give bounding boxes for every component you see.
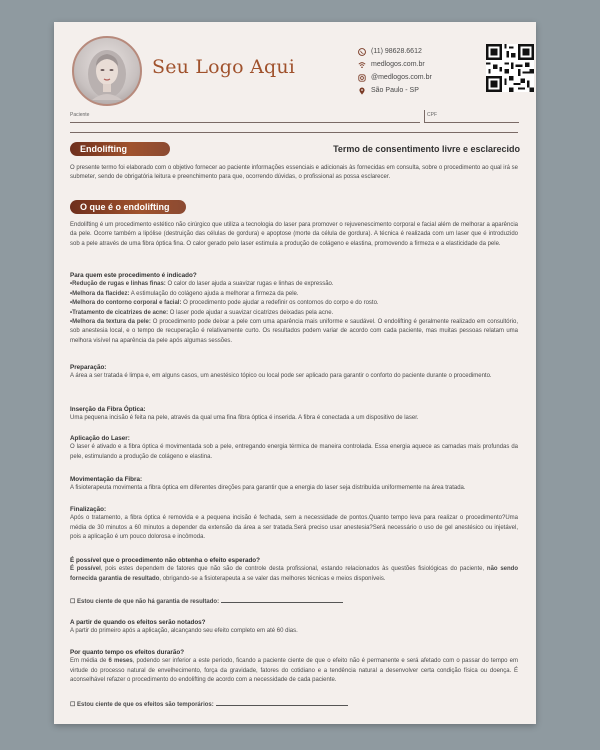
duration-title: Por quanto tempo os efeitos durarão? [70, 649, 185, 656]
final-title: Finalização: [70, 506, 107, 513]
insert-section [70, 405, 518, 424]
final-text: Após o tratamento, a fibra óptica é removida e a pequena incisão é fechada, sem a necessidade de pontos.Quanto tempo leva para realizar o procedimento?Uma média de 30 minutos a 60 minutos a depender da extensão da área a ser tratada.Será preciso usar anestesia?Será necessário o uso de gel anestésico ou injetável, pois a aplicação é um pouco dolorosa e incômoda. [70, 515, 518, 541]
indications-section [70, 271, 518, 346]
cpf-label: CPF [427, 112, 437, 118]
instagram-icon [358, 74, 366, 82]
possible-section: É possível que o procedimento não obtenha o efeito esperado? É possível, pois estes dependem de fatores que não são de controle desta profissional, estando relacionados às questões fisiológicas do paciente, não sendo fornecida garantia de resultado, obrigando-se a fisioterapeuta a se valer das melhores técnicas e meios disponíveis. [70, 557, 518, 582]
possible-title: É possível que o procedimento não obtenha o efeito esperado? [70, 557, 260, 564]
contact-phone-text: (11) 98628.6612 [371, 48, 422, 55]
woman-face-icon [74, 38, 140, 104]
when-section [70, 618, 518, 637]
prep-section [70, 363, 518, 382]
logo-text: Seu Logo Aqui [152, 56, 296, 78]
guarantee-checkbox-label[interactable]: ☐ Estou ciente de que não há garantia de resultado: [70, 599, 220, 605]
indications-title: Para quem este procedimento é indicado? [70, 272, 197, 279]
contact-location [358, 84, 432, 97]
qr-code-icon [486, 44, 534, 92]
guarantee-signature-line[interactable] [221, 597, 343, 603]
indication-item: •Tratamento de cicatrizes de acne: O laser pode ajudar a suavizar cicatrizes deixadas pela acne. [70, 309, 334, 316]
prep-title: Preparação: [70, 364, 107, 371]
temporary-signature-line[interactable] [216, 700, 348, 706]
when-title: A partir de quando os efeitos serão notados? [70, 619, 206, 626]
contact-instagram-text: @medlogos.com.br [371, 74, 432, 81]
patient-label: Paciente [70, 112, 90, 118]
header-divider [70, 132, 518, 133]
move-section [70, 475, 518, 494]
whatsapp-icon [358, 48, 366, 56]
guarantee-acknowledgement[interactable] [70, 597, 518, 607]
laser-title: Aplicação do Laser: [70, 435, 130, 442]
move-text: A fisioterapeuta movimenta a fibra óptica em diferentes direções para garantir que a energia do laser seja distribuída uniformemente na área tratada. [70, 485, 466, 492]
insert-title: Inserção da Fibra Óptica: [70, 406, 146, 413]
document-page [54, 22, 536, 724]
document-title: Termo de consentimento livre e esclarecido [333, 144, 520, 154]
description-paragraph: Endolifting é um procedimento estético não cirúrgico que utiliza a tecnologia do laser para promover o rejuvenescimento corporal e facial além de melhorar a aparência da pele. Ocorre também a lipólise (destruição das células de gordura) e apoptose (morte da célula de gordura). A técnica é realizada com um laser que é introduzido sob a pele através de uma fibra óptica fina. O calor gerado pelo laser estimula a produção de colágeno e elastina, promovendo a firmeza e a elasticidade da pele. [70, 222, 518, 247]
cpf-field[interactable] [424, 110, 519, 123]
procedure-badge: Endolifting [70, 142, 170, 156]
laser-section [70, 434, 518, 462]
insert-text: Uma pequena incisão é feita na pele, através da qual uma fina fibra óptica é inserida. A fibra é conectada a um dispositivo de laser. [70, 415, 419, 422]
location-pin-icon [358, 87, 366, 95]
contact-instagram [358, 71, 432, 84]
section-badge: O que é o endolifting [70, 200, 186, 214]
when-text: A partir do primeiro após a aplicação, alcançando seu efeito completo em até 60 dias. [70, 628, 298, 635]
contact-site [358, 58, 432, 71]
duration-section: Por quanto tempo os efeitos durarão? Em média de 6 meses, podendo ser inferior a este período, ficando a paciente ciente de que o efeito não é permanente e será afetado com o passar do tempo em virtude do processo natural de envelhecimento, força da gravidade, fatores do cotidiano e a tendência natural a desenvolver certa condição física ou doença. É aconselhável refazer o procedimento do endolifting de acordo com a necessidade de cada paciente. [70, 649, 519, 684]
temporary-acknowledgement[interactable] [70, 700, 518, 710]
wifi-icon [358, 61, 366, 69]
final-section [70, 505, 518, 543]
indication-item: •Melhora da textura da pele: O procedimento pode deixar a pele com uma aparência mais uniforme e saudável. O endolifting é geralmente realizado em consultório, sob anestesia local, e o tempo de recuperação é relativamente curto. Os resultados podem variar de acordo com cada paciente, mas muitas pessoas relatam uma melhora visível na aparência da pele após algumas sessões. [70, 319, 518, 344]
intro-paragraph: O presente termo foi elaborado com o objetivo fornecer ao paciente informações essenciais e adicionais às fornecidas em consulta, sobre o procedimento ao qual irá se submeter, sendo de obrigatória leitura e preenchimento para que, ocorrendo dúvidas, o profissional as possa esclarecer. [70, 165, 518, 181]
indication-item: •Melhora do contorno corporal e facial: O procedimento pode ajudar a redefinir os contornos do corpo e do rosto. [70, 300, 379, 307]
contact-phone [358, 45, 432, 58]
patient-field[interactable] [70, 110, 420, 123]
indication-item: •Melhora da flacidez: A estimulação do colágeno ajuda a melhorar a firmeza da pele. [70, 290, 299, 297]
contact-location-text: São Paulo - SP [371, 87, 419, 94]
contact-list [358, 45, 432, 97]
temporary-checkbox-label[interactable]: ☐ Estou ciente de que os efeitos são temporários: [70, 702, 214, 708]
logo-emblem [72, 36, 142, 106]
indication-item: •Redução de rugas e linhas finas: O calor do laser ajuda a suavizar rugas e linhas de expressão. [70, 281, 334, 288]
prep-text: A área a ser tratada é limpa e, em alguns casos, um anestésico tópico ou local pode ser aplicado para garantir o conforto do paciente durante o procedimento. [70, 373, 492, 380]
move-title: Movimentação da Fibra: [70, 476, 143, 483]
contact-site-text: medlogos.com.br [371, 61, 425, 68]
laser-text: O laser é ativado e a fibra óptica é movimentada sob a pele, entregando energia térmica de maneira controlada. Essa energia aquece as camadas mais profundas da pele, estimulando a produção de colágeno e elastina. [70, 444, 518, 460]
